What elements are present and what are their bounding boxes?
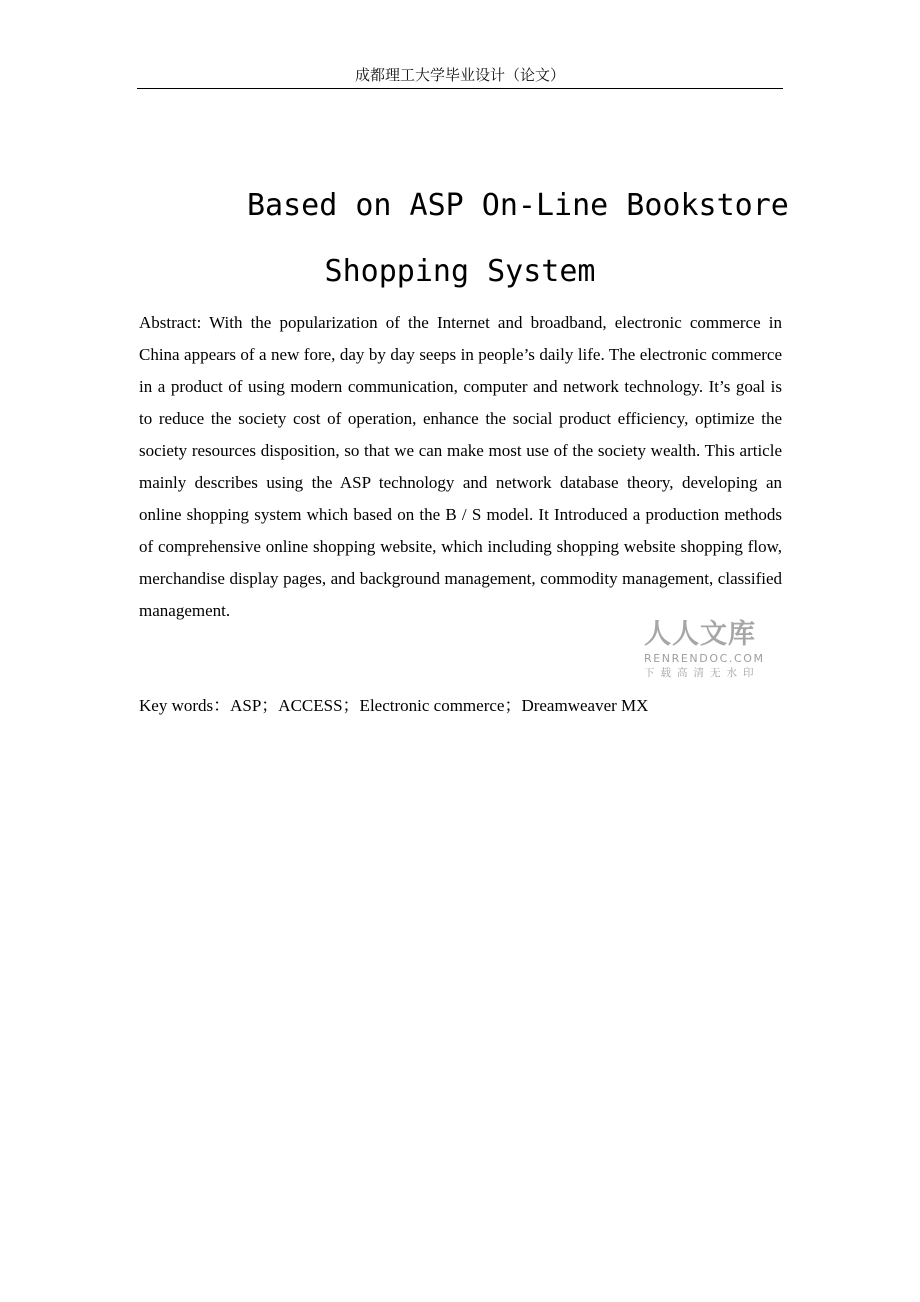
paper-title (137, 180, 789, 312)
abstract-paragraph: Abstract: With the popularization of the Internet and broadband, electronic commerce in China appears of a new fore, day by day seeps in people’s daily life. The electronic commerce in a product of using modern communication, computer and network technology. It’s goal is to reduce the society cost of operation, enhance the social product efficiency, optimize the society resources disposition, so that we can make most use of the society wealth. This article mainly describes using the ASP technology and network database theory, developing an online shopping system which based on the B / S model. It Introduced a production methods of comprehensive online shopping website, which including shopping website shopping flow, merchandise display pages, and background management, commodity management, classified management. (139, 313, 782, 620)
watermark-tagline: 下载高清无水印 (644, 667, 760, 679)
paper-title-line-2: Shopping System (324, 254, 596, 289)
running-header: 成都理工大学毕业设计（论文） (354, 66, 565, 84)
watermark-logo (644, 618, 776, 684)
watermark-domain: RENRENDOC.COM (644, 652, 765, 665)
watermark-brand: 人人文库 (644, 619, 756, 650)
header-rule (137, 88, 783, 89)
keywords-line: Key words：ASP；ACCESS；Electronic commerce；Dreamweaver MX (139, 696, 649, 715)
paper-title-line-1: Based on ASP On-Line Bookstore (247, 188, 789, 223)
